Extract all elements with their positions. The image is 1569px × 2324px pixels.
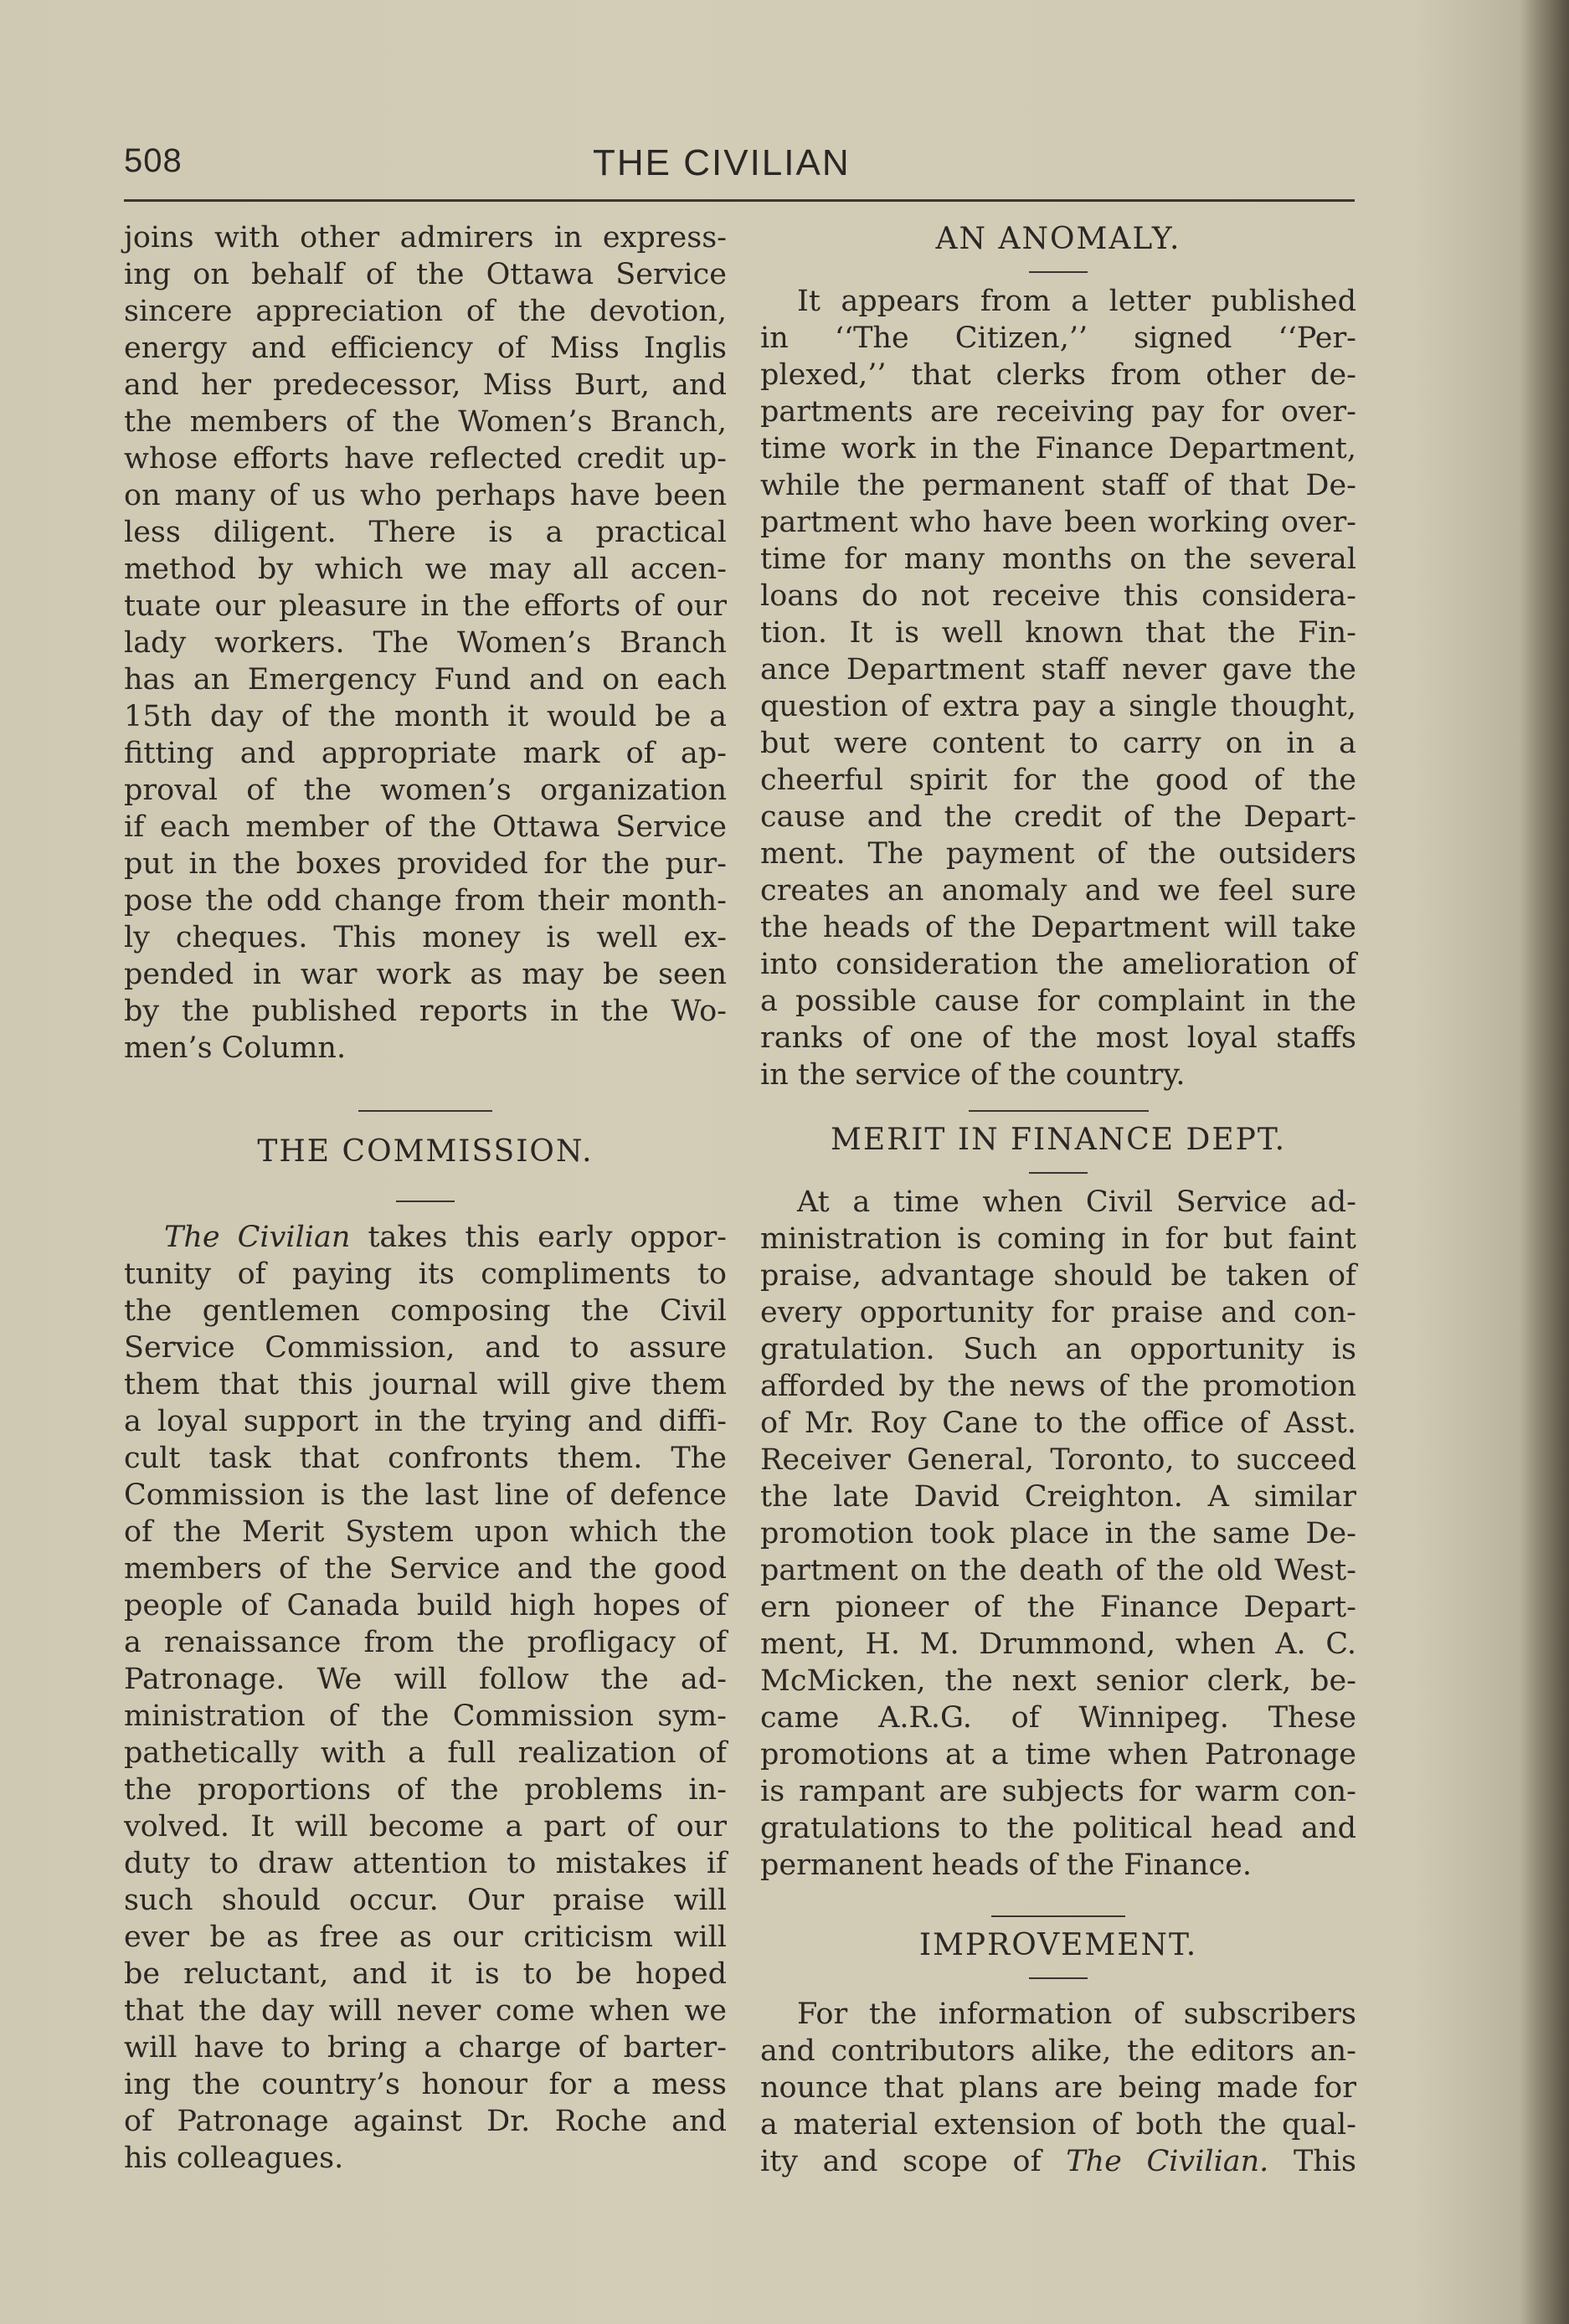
text-line: such should occur. Our praise will	[124, 1884, 727, 1917]
text-line: people of Canada build high hopes of	[124, 1589, 727, 1622]
left-column	[124, 219, 727, 2177]
text-line: ly cheques. This money is well ex-	[124, 921, 727, 954]
text-line: sincere appreciation of the devotion,	[124, 295, 727, 328]
text-line: a material extension of both the qual-	[760, 2108, 1356, 2141]
text-line: praise, advantage should be taken of	[760, 1259, 1356, 1293]
text-line: the members of the Women’s Branch,	[124, 405, 727, 439]
section-title-commission: THE COMMISSION.	[257, 1134, 594, 1169]
text-line: ministration is coming in for but faint	[760, 1222, 1356, 1256]
page-number: 508	[124, 142, 183, 179]
text-line	[124, 1219, 727, 1256]
section-title-improvement: IMPROVEMENT.	[918, 1928, 1198, 1962]
text-line: Receiver General, Toronto, to succeed	[760, 1443, 1356, 1477]
text-line: ing the country’s honour for a mess	[124, 2068, 727, 2101]
section-divider	[969, 1110, 1149, 1112]
text-line: men’s Column.	[124, 1031, 347, 1065]
text-fragment: This	[1268, 2145, 1356, 2178]
text-line: cause and the credit of the Depart-	[760, 800, 1356, 834]
header-rule	[124, 199, 1355, 202]
text-line: if each member of the Ottawa Service	[124, 810, 727, 844]
text-line: ment, H. M. Drummond, when A. C.	[760, 1627, 1356, 1661]
text-line: joins with other admirers in express-	[124, 221, 727, 255]
text-line: ance Department staff never gave the	[760, 653, 1356, 686]
text-line: partment on the death of the old West-	[760, 1554, 1356, 1587]
text-line: his colleagues.	[124, 2141, 344, 2175]
page-edge-shadow	[1519, 0, 1569, 2324]
text-line: afforded by the news of the promotion	[760, 1370, 1356, 1403]
publication-name: The Civilian.	[1066, 2145, 1269, 2178]
text-line: ern pioneer of the Finance Depart-	[760, 1591, 1356, 1624]
text-line: method by which we may all accen-	[124, 553, 727, 586]
text-line: loans do not receive this considera-	[760, 579, 1356, 613]
text-line: will have to bring a charge of barter-	[124, 2031, 727, 2064]
text-line: lady workers. The Women’s Branch	[124, 626, 727, 660]
text-line: partments are receiving pay for over-	[760, 395, 1356, 429]
text-line: that the day will never come when we	[124, 1994, 727, 2028]
text-line: proval of the women’s organization	[124, 774, 727, 807]
text-line: cheerful spirit for the good of the	[760, 764, 1356, 797]
text-line: gratulation. Such an opportunity is	[760, 1333, 1356, 1366]
text-line: members of the Service and the good	[124, 1552, 727, 1586]
text-line: permanent heads of the Finance.	[760, 1848, 1252, 1882]
text-line: a possible cause for complaint in the	[760, 985, 1356, 1018]
text-line: promotions at a time when Patronage	[760, 1738, 1356, 1771]
text-line: At a time when Civil Service ad-	[797, 1185, 1356, 1219]
text-line: duty to draw attention to mistakes if	[124, 1847, 727, 1880]
text-fragment: takes this early oppor-	[350, 1221, 727, 1254]
text-fragment: ity and scope of	[760, 2145, 1067, 2178]
publication-name: The Civilian	[164, 1221, 351, 1254]
text-line: is rampant are subjects for warm con-	[760, 1775, 1356, 1808]
text-line: and her predecessor, Miss Burt, and	[124, 368, 727, 402]
text-line: It appears from a letter published	[797, 285, 1356, 318]
text-line: promotion took place in the same De-	[760, 1517, 1356, 1550]
text-line: cult task that confronts them. The	[124, 1442, 727, 1475]
text-line: ing on behalf of the Ottawa Service	[124, 258, 727, 291]
text-line: volved. It will become a part of our	[124, 1810, 727, 1843]
page-header	[124, 142, 1355, 193]
title-rule	[1029, 1977, 1088, 1979]
text-line: tunity of paying its compliments to	[124, 1257, 727, 1291]
running-title: THE CIVILIAN	[593, 142, 851, 183]
intro-paragraph	[124, 219, 727, 1067]
text-line: be reluctant, and it is to be hoped	[124, 1957, 727, 1991]
text-line: fitting and appropriate mark of ap-	[124, 737, 727, 770]
section-divider	[358, 1110, 492, 1112]
text-line: and contributors alike, the editors an-	[760, 2034, 1356, 2068]
title-rule	[1029, 1172, 1088, 1174]
text-line: the late David Creighton. A similar	[760, 1480, 1356, 1514]
text-line: energy and efficiency of Miss Inglis	[124, 332, 727, 365]
title-rule	[396, 1201, 455, 1202]
text-line: tion. It is well known that the Fin-	[760, 616, 1356, 650]
text-line: question of extra pay a single thought,	[760, 690, 1356, 723]
text-line: of Patronage against Dr. Roche and	[124, 2105, 727, 2138]
text-line: partment who have been working over-	[760, 506, 1356, 539]
text-line: the heads of the Department will take	[760, 911, 1356, 944]
text-line: on many of us who perhaps have been	[124, 479, 727, 512]
text-line: ment. The payment of the outsiders	[760, 837, 1356, 871]
text-line: them that this journal will give them	[124, 1368, 727, 1401]
text-line: less diligent. There is a practical	[124, 516, 727, 549]
improvement-paragraph	[760, 1996, 1356, 2180]
text-line: McMicken, the next senior clerk, be-	[760, 1664, 1356, 1698]
right-column	[760, 219, 1356, 2180]
text-line: of Mr. Roy Cane to the office of Asst.	[760, 1406, 1356, 1440]
text-line: by the published reports in the Wo-	[124, 995, 727, 1028]
text-line: plexed,’’ that clerks from other de-	[760, 358, 1356, 392]
text-line: came A.R.G. of Winnipeg. These	[760, 1701, 1356, 1735]
text-line: while the permanent staff of that De-	[760, 469, 1356, 502]
text-line: the proportions of the problems in-	[124, 1773, 727, 1807]
merit-paragraph	[760, 1184, 1356, 1884]
text-line: gratulations to the political head and	[760, 1812, 1356, 1845]
commission-paragraph	[124, 1219, 727, 2177]
text-line: ministration of the Commission sym-	[124, 1699, 727, 1733]
text-line: the gentlemen composing the Civil	[124, 1294, 727, 1328]
text-line: a loyal support in the trying and diffi-	[124, 1405, 727, 1438]
text-line: nounce that plans are being made for	[760, 2071, 1356, 2105]
text-line: every opportunity for praise and con-	[760, 1296, 1356, 1329]
text-line: put in the boxes provided for the pur-	[124, 847, 727, 881]
text-line: pose the odd change from their month-	[124, 884, 727, 918]
text-line: time for many months on the several	[760, 542, 1356, 576]
anomaly-paragraph	[760, 283, 1356, 1093]
text-line: Service Commission, and to assure	[124, 1331, 727, 1365]
section-divider	[991, 1915, 1125, 1917]
text-line: time work in the Finance Department,	[760, 432, 1356, 465]
text-line: in ‘‘The Citizen,’’ signed ‘‘Per-	[760, 321, 1356, 355]
text-line: creates an anomaly and we feel sure	[760, 874, 1356, 907]
text-line: in the service of the country.	[760, 1058, 1186, 1092]
text-line: 15th day of the month it would be a	[124, 700, 727, 733]
text-line	[760, 2143, 1356, 2180]
text-line: whose efforts have reflected credit up-	[124, 442, 727, 476]
text-line: pended in war work as may be seen	[124, 958, 727, 991]
text-line: of the Merit System upon which the	[124, 1515, 727, 1549]
title-rule	[1029, 271, 1088, 273]
text-line: ever be as free as our criticism will	[124, 1920, 727, 1954]
text-line: a renaissance from the profligacy of	[124, 1626, 727, 1659]
text-line: Commission is the last line of defence	[124, 1478, 727, 1512]
section-title-anomaly: AN ANOMALY.	[935, 222, 1181, 256]
text-line: For the information of subscribers	[797, 1998, 1356, 2031]
text-line: Patronage. We will follow the ad-	[124, 1663, 727, 1696]
text-line: has an Emergency Fund and on each	[124, 663, 727, 697]
text-line: ranks of one of the most loyal staffs	[760, 1021, 1356, 1055]
section-title-merit: MERIT IN FINANCE DEPT.	[830, 1123, 1287, 1157]
text-line: tuate our pleasure in the efforts of our	[124, 589, 727, 623]
text-line: pathetically with a full realization of	[124, 1736, 727, 1770]
text-line: but were content to carry on in a	[760, 727, 1356, 760]
text-line: into consideration the amelioration of	[760, 948, 1356, 981]
